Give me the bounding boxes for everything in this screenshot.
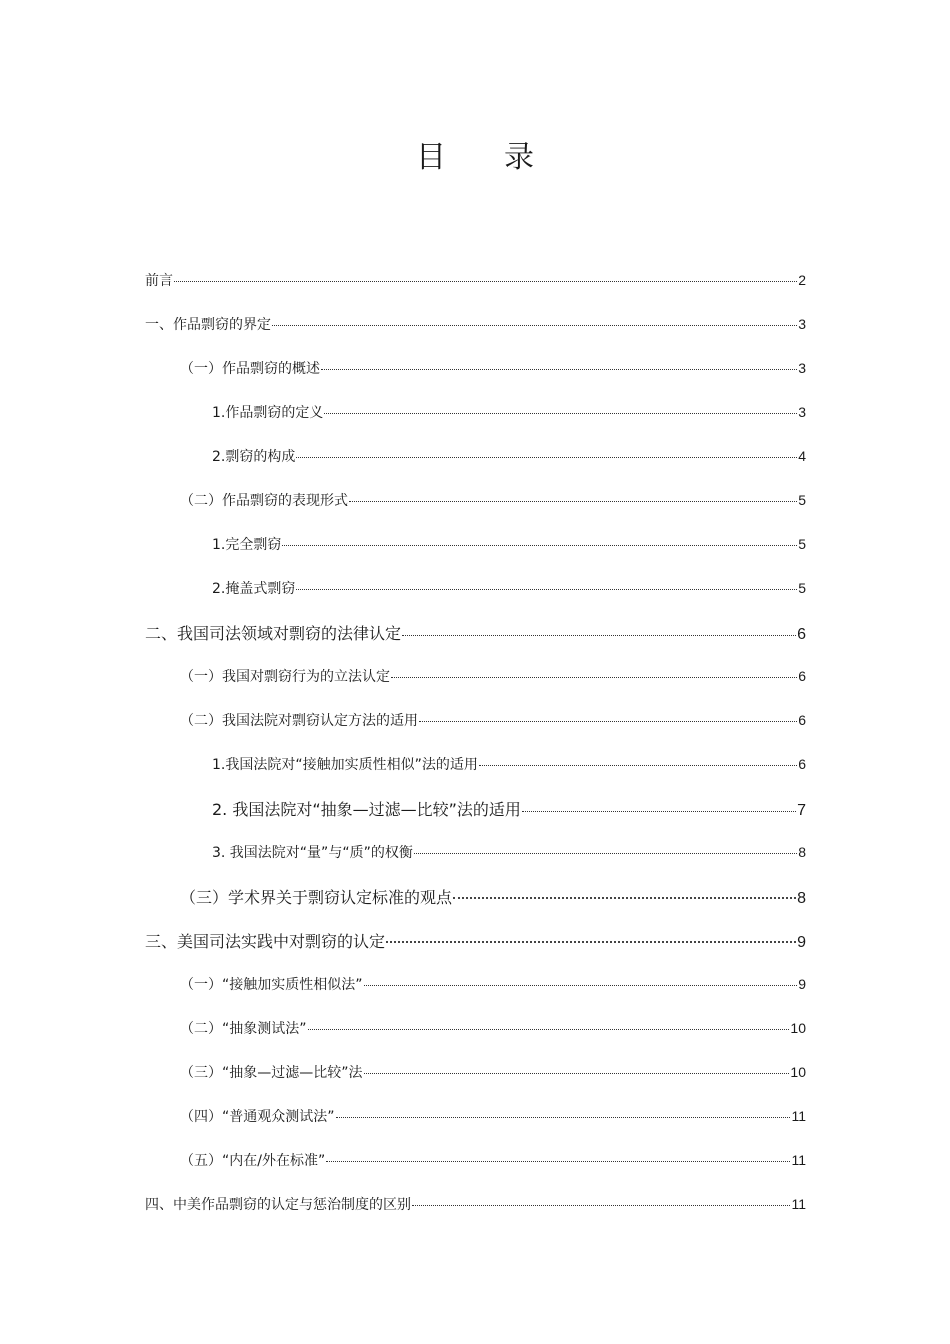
toc-leader: [479, 765, 797, 766]
toc-entry-label: （三）“抽象—过滤—比较”法: [180, 1065, 363, 1081]
toc-entry[interactable]: [180, 1150, 806, 1170]
toc-entry[interactable]: [212, 842, 806, 862]
toc-entry-label: 2.掩盖式剽窃: [212, 581, 296, 597]
toc-entry-label: （五）“内在/外在标准”: [180, 1153, 326, 1169]
toc-entry[interactable]: [180, 666, 806, 686]
toc-entry[interactable]: [180, 490, 806, 510]
toc-entry-label: 2.剽窃的构成: [212, 449, 296, 465]
toc-leader: [296, 457, 797, 458]
toc-entry[interactable]: [180, 1106, 806, 1126]
toc-entry-page: 8: [797, 890, 806, 907]
toc-entry-label: 1.我国法院对“接触加实质性相似”法的适用: [212, 757, 478, 773]
toc-entry-page: 3: [798, 404, 806, 420]
toc-entry-page: 6: [798, 756, 806, 772]
toc-leader: [364, 1073, 790, 1074]
title-char-2: 录: [504, 140, 534, 175]
toc-entry[interactable]: [180, 710, 806, 730]
toc-entry[interactable]: [145, 621, 806, 644]
toc-leader: [391, 677, 797, 678]
toc-leader: [453, 897, 796, 899]
toc-entry-label: （一）作品剽窃的概述: [180, 361, 320, 377]
toc-entry-page: 6: [798, 712, 806, 728]
toc-entry-label: 三、美国司法实践中对剽窃的认定: [145, 932, 386, 951]
toc-entry-label: 2. 我国法院对“抽象—过滤—比较”法的适用: [212, 800, 521, 819]
toc-entry[interactable]: [212, 446, 806, 466]
title-char-1: 目: [416, 140, 446, 175]
toc-entry-page: 8: [798, 844, 806, 860]
toc-leader: [402, 635, 796, 636]
toc-entry-page: 6: [797, 626, 806, 643]
toc-leader: [272, 325, 797, 326]
toc-leader: [364, 985, 798, 986]
toc-entry[interactable]: [145, 270, 806, 290]
toc-entry-label: （二）作品剽窃的表现形式: [180, 493, 348, 509]
toc-leader: [324, 413, 797, 414]
toc-leader: [412, 1205, 790, 1206]
toc-leader: [282, 545, 797, 546]
toc-entry-page: 9: [798, 976, 806, 992]
toc-leader: [522, 811, 796, 812]
toc-entry[interactable]: [212, 754, 806, 774]
toc-entry-page: 9: [797, 934, 806, 951]
toc-leader: [326, 1161, 790, 1162]
toc-entry[interactable]: [145, 314, 806, 334]
toc-entry-page: 4: [798, 448, 806, 464]
toc-entry-page: 2: [798, 272, 806, 288]
toc-entry-page: 10: [790, 1020, 806, 1036]
toc-entry-label: （一）“接触加实质性相似法”: [180, 977, 363, 993]
toc-leader: [349, 501, 797, 502]
toc-entry-page: 5: [798, 580, 806, 596]
toc-entry-label: （二）我国法院对剽窃认定方法的适用: [180, 713, 418, 729]
toc-entry-label: 二、我国司法领域对剽窃的法律认定: [145, 624, 402, 643]
toc-entry-page: 3: [798, 316, 806, 332]
toc-entry-label: 一、作品剽窃的界定: [145, 317, 271, 333]
toc-leader: [336, 1117, 791, 1118]
toc-entry-label: （一）我国对剽窃行为的立法认定: [180, 669, 390, 685]
toc-entry-label: 前言: [145, 273, 173, 289]
toc-entry[interactable]: [212, 797, 806, 820]
toc-entry-page: 11: [791, 1108, 806, 1124]
toc-leader: [321, 369, 797, 370]
toc-entry[interactable]: [212, 402, 806, 422]
toc-leader: [414, 853, 797, 854]
toc-entry[interactable]: [180, 358, 806, 378]
toc-entry[interactable]: [180, 1062, 806, 1082]
toc-leader: [419, 721, 797, 722]
toc-entry[interactable]: [145, 929, 806, 952]
toc-entry-page: 10: [790, 1064, 806, 1080]
toc-entry-label: 1.作品剽窃的定义: [212, 405, 324, 421]
toc-entry-label: （三）学术界关于剽窃认定标准的观点: [180, 888, 453, 907]
toc-entry-label: 3. 我国法院对“量”与“质”的权衡: [212, 845, 413, 861]
toc-entry-page: 5: [798, 492, 806, 508]
toc-entry-label: （二）“抽象测试法”: [180, 1021, 307, 1037]
toc-entry[interactable]: [145, 1194, 806, 1214]
toc-entry-label: （四）“普通观众测试法”: [180, 1109, 335, 1125]
toc-entry-page: 3: [798, 360, 806, 376]
toc-entry[interactable]: [180, 885, 806, 908]
toc-entry-page: 11: [791, 1196, 806, 1212]
toc-leader: [174, 281, 797, 282]
toc-leader: [308, 1029, 790, 1030]
toc-leader: [296, 589, 797, 590]
toc-entry[interactable]: [212, 578, 806, 598]
toc-entry-page: 5: [798, 536, 806, 552]
toc-leader: [386, 941, 796, 943]
toc-entry-page: 6: [798, 668, 806, 684]
toc-entry[interactable]: [212, 534, 806, 554]
toc-entry[interactable]: [180, 974, 806, 994]
toc-entry[interactable]: [180, 1018, 806, 1038]
toc-entry-page: 7: [797, 802, 806, 819]
toc-entry-label: 四、中美作品剽窃的认定与惩治制度的区别: [145, 1197, 411, 1213]
toc-entry-label: 1.完全剽窃: [212, 537, 282, 553]
toc-entry-page: 11: [791, 1152, 806, 1168]
